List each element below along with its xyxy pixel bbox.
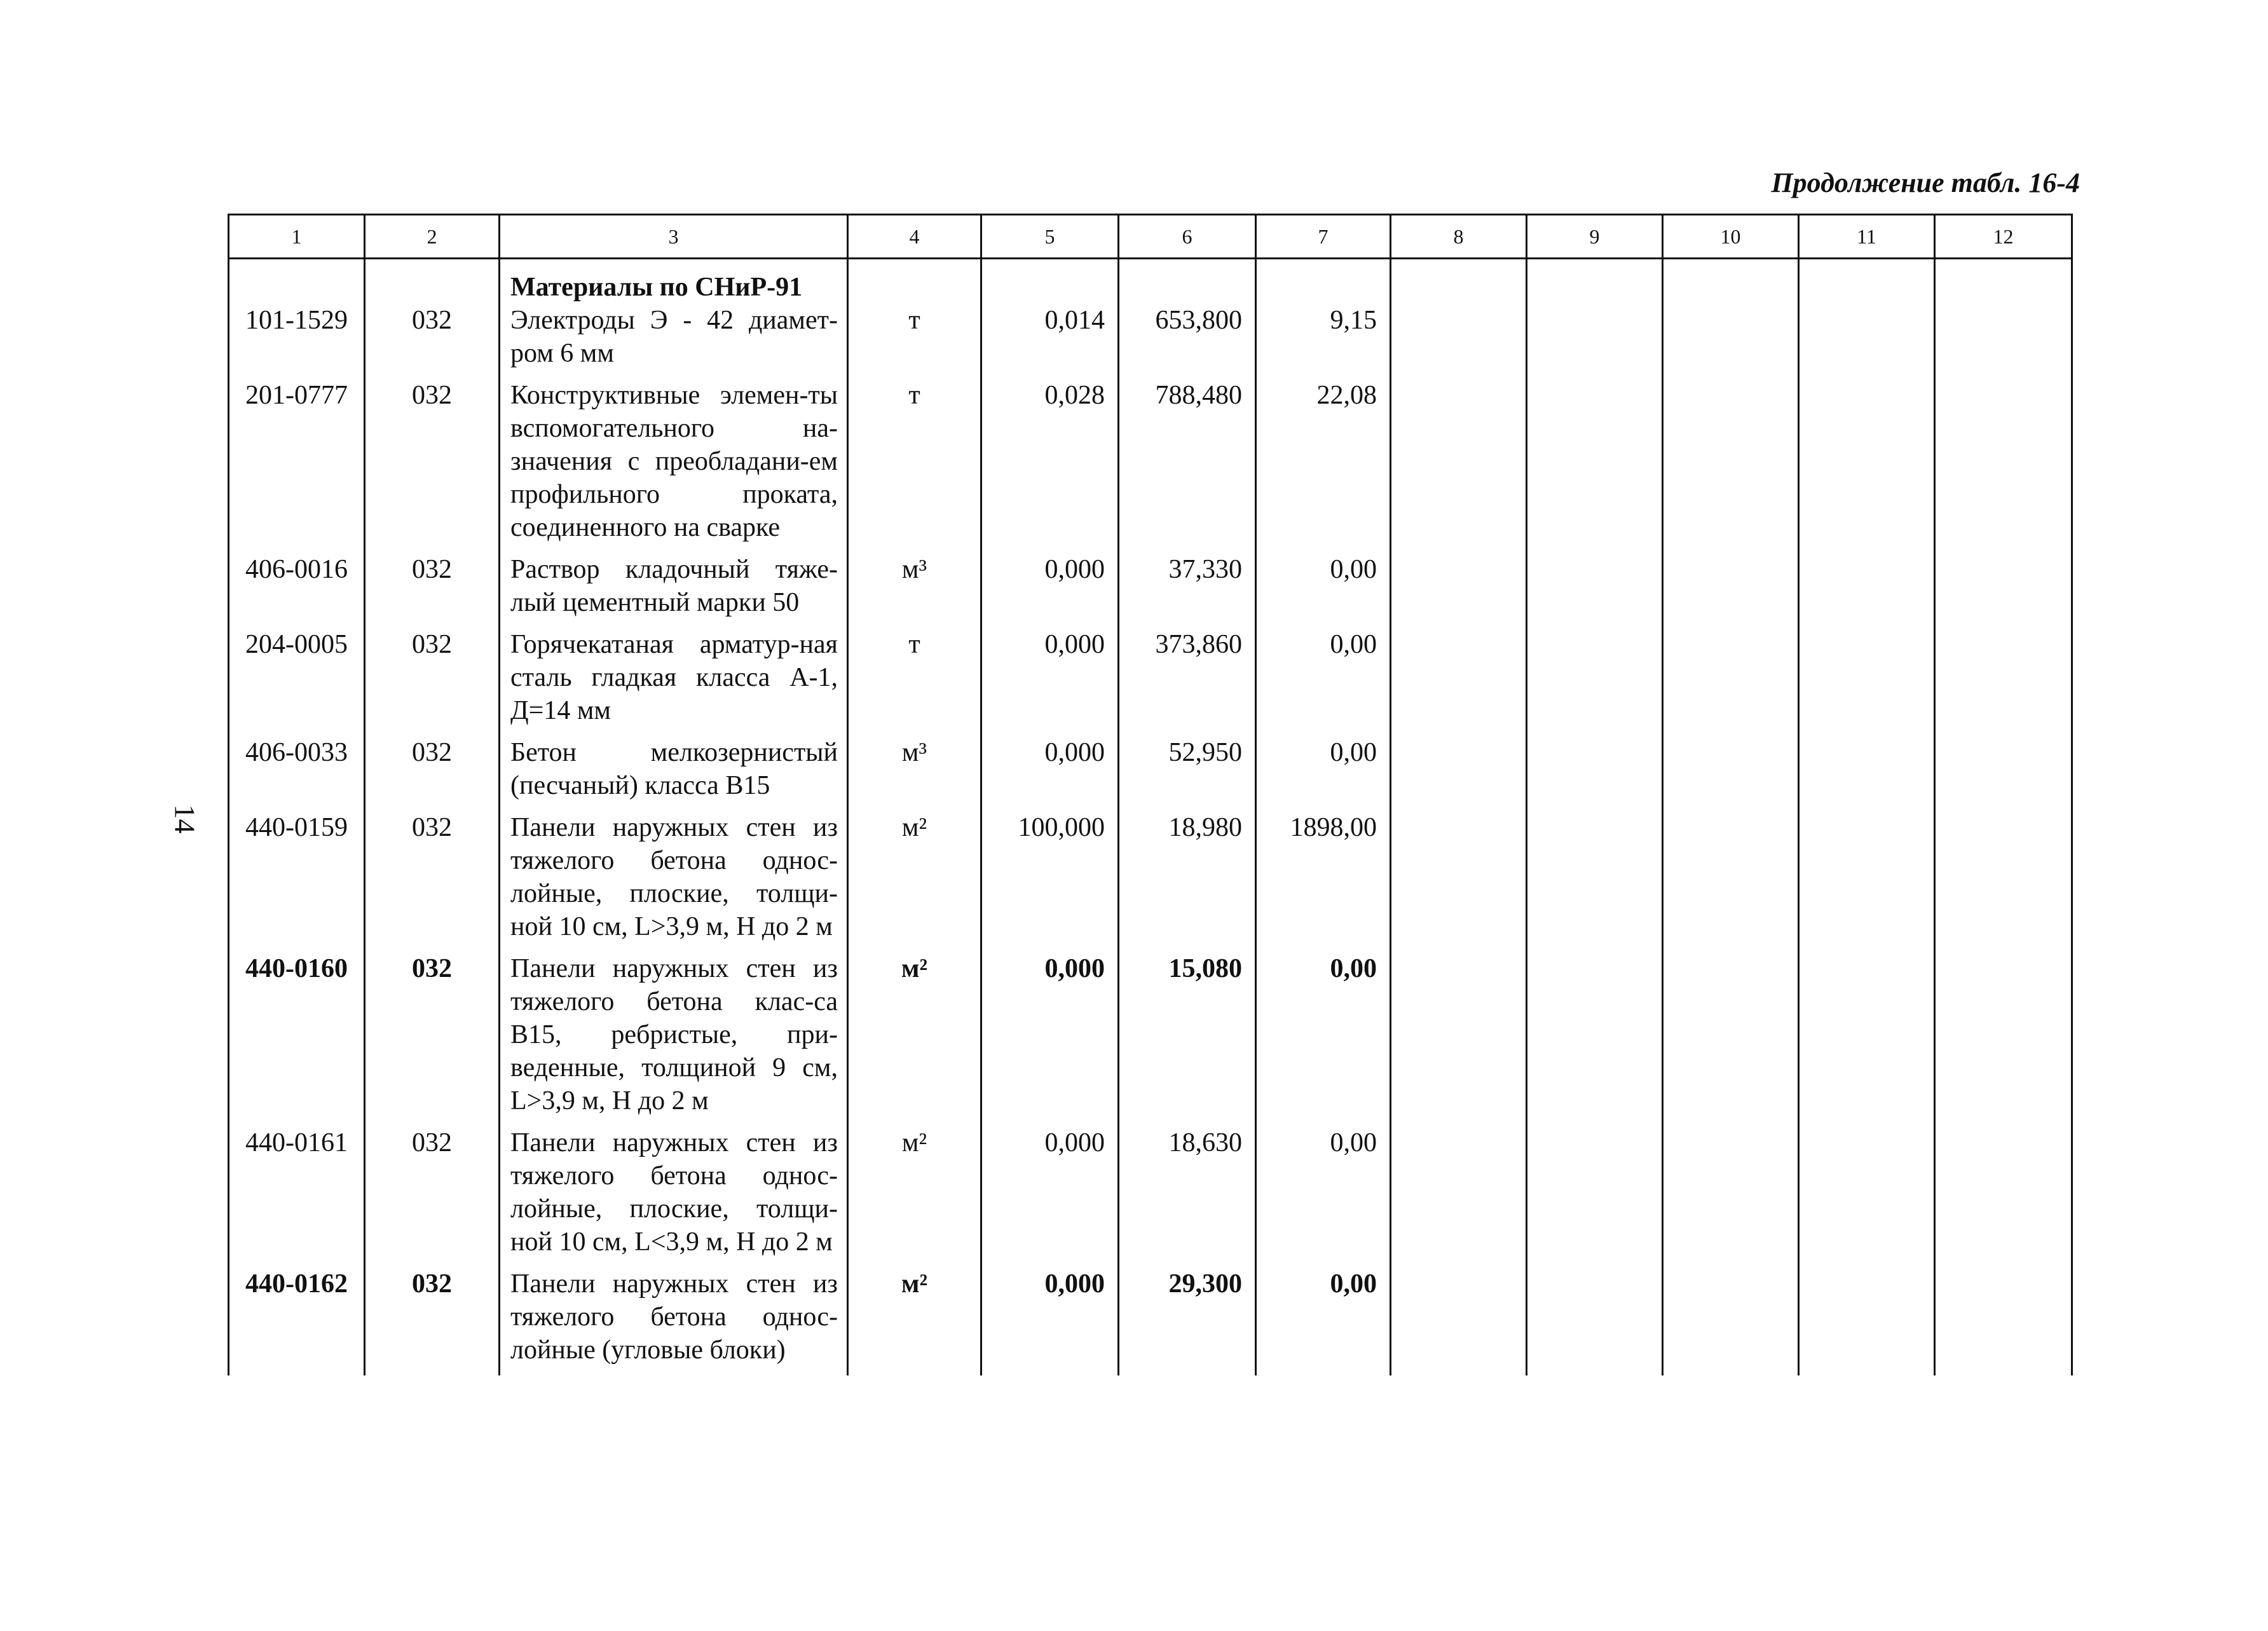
unit-cell: т	[848, 379, 981, 544]
table-row	[229, 736, 2072, 802]
description-cell: Панели наружных стен из тяжелого бетона клас-са В15, ребристые, при-веденные, толщиной 9 см, L>3,9 м, Н до 2 м	[500, 952, 848, 1117]
price-cell: 788,480	[1119, 379, 1256, 544]
col2-cell: 032	[365, 736, 500, 802]
description-cell: Панели наружных стен из тяжелого бетона однос-лойные, плоские, толщи-ной 10 см, L>3,9 м, Н до 2 м	[500, 811, 848, 943]
quantity-cell: 0,014	[981, 304, 1119, 370]
code-cell: 201-0777	[229, 379, 365, 544]
col2-cell: 032	[365, 1267, 500, 1367]
description-cell: Панели наружных стен из тяжелого бетона однос-лойные (угловые блоки)	[500, 1267, 848, 1367]
code-cell: 406-0016	[229, 553, 365, 619]
quantity-cell: 0,000	[981, 628, 1119, 727]
quantity-cell: 0,028	[981, 379, 1119, 544]
unit-cell: м²	[848, 952, 981, 1117]
total-cell: 0,00	[1256, 553, 1391, 619]
price-cell: 18,630	[1119, 1126, 1256, 1259]
unit-cell: т	[848, 304, 981, 370]
description-cell: Горячекатаная арматур-ная сталь гладкая класса А-1, Д=14 мм	[500, 628, 848, 727]
description-cell: Панели наружных стен из тяжелого бетона однос-лойные, плоские, толщи-ной 10 см, L<3,9 м, Н до 2 м	[500, 1126, 848, 1259]
total-cell: 22,08	[1256, 379, 1391, 544]
code-cell: 440-0160	[229, 952, 365, 1117]
price-cell: 653,800	[1119, 304, 1256, 370]
section-title: Материалы по СНиР-91	[500, 259, 848, 304]
table-row	[229, 952, 2072, 1117]
header-cell: 4	[848, 215, 981, 259]
header-cell: 5	[981, 215, 1119, 259]
header-cell: 7	[1256, 215, 1391, 259]
price-cell: 18,980	[1119, 811, 1256, 943]
quantity-cell: 0,000	[981, 1267, 1119, 1367]
total-cell: 0,00	[1256, 1126, 1391, 1259]
header-row	[229, 215, 2072, 259]
col2-cell: 032	[365, 304, 500, 370]
total-cell: 0,00	[1256, 1267, 1391, 1367]
description-cell: Раствор кладочный тяже-лый цементный марки 50	[500, 553, 848, 619]
quantity-cell: 0,000	[981, 1126, 1119, 1259]
header-cell: 6	[1119, 215, 1256, 259]
table-row	[229, 1126, 2072, 1259]
table-row	[229, 628, 2072, 727]
price-cell: 52,950	[1119, 736, 1256, 802]
code-cell: 440-0162	[229, 1267, 365, 1367]
total-cell: 9,15	[1256, 304, 1391, 370]
table-continuation-label: Продолжение табл. 16-4	[1771, 167, 2080, 198]
price-cell: 37,330	[1119, 553, 1256, 619]
total-cell: 0,00	[1256, 736, 1391, 802]
description-cell: Конструктивные элемен-ты вспомогательного на-значения с преобладани-ем профильного проката, соединенного на сварке	[500, 379, 848, 544]
header-cell: 2	[365, 215, 500, 259]
total-cell: 0,00	[1256, 628, 1391, 727]
unit-cell: м²	[848, 811, 981, 943]
description-cell: Электроды Э - 42 диамет-ром 6 мм	[500, 304, 848, 370]
header-cell: 12	[1935, 215, 2072, 259]
col2-cell: 032	[365, 379, 500, 544]
section-row	[229, 259, 2072, 304]
unit-cell: м²	[848, 1126, 981, 1259]
price-cell: 29,300	[1119, 1267, 1256, 1367]
quantity-cell: 100,000	[981, 811, 1119, 943]
col2-cell: 032	[365, 952, 500, 1117]
quantity-cell: 0,000	[981, 736, 1119, 802]
price-cell: 15,080	[1119, 952, 1256, 1117]
header-cell: 10	[1663, 215, 1799, 259]
table-row	[229, 811, 2072, 943]
unit-cell: м²	[848, 1267, 981, 1367]
page-number: 14	[168, 804, 202, 834]
table-row	[229, 553, 2072, 619]
materials-table	[228, 214, 2073, 1375]
col2-cell: 032	[365, 628, 500, 727]
code-cell: 406-0033	[229, 736, 365, 802]
header-cell: 1	[229, 215, 365, 259]
price-cell: 373,860	[1119, 628, 1256, 727]
code-cell: 101-1529	[229, 304, 365, 370]
header-cell: 3	[500, 215, 848, 259]
total-cell: 0,00	[1256, 952, 1391, 1117]
quantity-cell: 0,000	[981, 553, 1119, 619]
unit-cell: м³	[848, 736, 981, 802]
header-cell: 8	[1391, 215, 1527, 259]
code-cell: 204-0005	[229, 628, 365, 727]
code-cell: 440-0161	[229, 1126, 365, 1259]
header-cell: 9	[1527, 215, 1663, 259]
total-cell: 1898,00	[1256, 811, 1391, 943]
col2-cell: 032	[365, 811, 500, 943]
table-row	[229, 379, 2072, 544]
unit-cell: т	[848, 628, 981, 727]
col2-cell: 032	[365, 553, 500, 619]
col2-cell: 032	[365, 1126, 500, 1259]
unit-cell: м³	[848, 553, 981, 619]
materials-table-container	[228, 214, 2071, 1421]
description-cell: Бетон мелкозернистый (песчаный) класса В15	[500, 736, 848, 802]
table-row	[229, 1267, 2072, 1367]
code-cell: 440-0159	[229, 811, 365, 943]
header-cell: 11	[1799, 215, 1935, 259]
table-row	[229, 304, 2072, 370]
quantity-cell: 0,000	[981, 952, 1119, 1117]
